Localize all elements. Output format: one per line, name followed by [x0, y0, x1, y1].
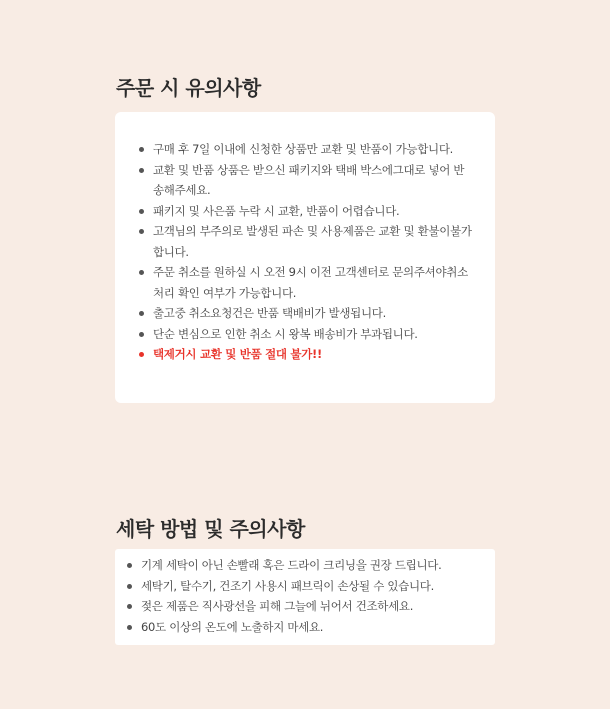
list-item	[139, 262, 475, 303]
list-item	[139, 201, 475, 222]
order-notes-card	[115, 112, 495, 403]
bullet-icon	[139, 229, 144, 234]
list-item	[139, 160, 475, 201]
bullet-icon	[139, 168, 144, 173]
list-item-text: 교환 및 반품 상품은 받으신 패키지와 택배 박스에그대로 넣어 반송해주세요.	[153, 162, 465, 197]
list-item-text: 고객님의 부주의로 발생된 파손 및 사용제품은 교환 및 환불이불가합니다.	[153, 224, 472, 259]
laundry-notes-card	[115, 549, 495, 645]
laundry-notes-list	[127, 555, 475, 637]
bullet-icon	[139, 332, 144, 337]
list-item	[139, 324, 475, 345]
list-item	[127, 555, 475, 576]
list-item	[127, 576, 475, 597]
list-item	[139, 139, 475, 160]
list-item	[127, 596, 475, 617]
bullet-icon	[127, 625, 132, 630]
warning-text: 택제거시 교환 및 반품 절대 불가!!	[153, 347, 322, 361]
list-item	[127, 617, 475, 638]
list-item-text: 단순 변심으로 인한 취소 시 왕복 배송비가 부과됩니다.	[153, 326, 418, 341]
list-item-text: 주문 취소를 원하실 시 오전 9시 이전 고객센터로 문의주셔야취소처리 확인 여부가 가능합니다.	[153, 265, 468, 300]
list-item	[139, 221, 475, 262]
bullet-icon	[139, 209, 144, 214]
list-item-text: 구매 후 7일 이내에 신청한 상품만 교환 및 반품이 가능합니다.	[153, 142, 453, 156]
bullet-icon	[127, 584, 132, 589]
bullet-icon	[139, 147, 144, 152]
bullet-icon	[127, 604, 132, 609]
list-item-text: 60도 이상의 온도에 노출하지 마세요.	[141, 619, 324, 634]
list-item	[139, 303, 475, 324]
list-item-text: 젖은 제품은 직사광선을 피해 그늘에 뉘어서 건조하세요.	[141, 599, 414, 613]
order-notes-title: 주문 시 유의사항	[116, 76, 261, 100]
list-item-text: 패키지 및 사은품 누락 시 교환, 반품이 어렵습니다.	[153, 203, 400, 218]
list-item-text: 출고중 취소요청건은 반품 택배비가 발생됩니다.	[153, 306, 386, 320]
bullet-icon	[139, 270, 144, 275]
bullet-icon	[127, 563, 132, 568]
list-item-text: 기계 세탁이 아닌 손빨래 혹은 드라이 크리닝을 권장 드립니다.	[141, 558, 442, 572]
laundry-notes-title: 세탁 방법 및 주의사항	[116, 517, 305, 541]
warning-item	[139, 344, 475, 365]
order-notes-list	[139, 139, 475, 365]
bullet-icon	[139, 311, 144, 316]
list-item-text: 세탁기, 탈수기, 건조기 사용시 패브릭이 손상될 수 있습니다.	[141, 578, 434, 593]
bullet-icon	[139, 352, 144, 357]
